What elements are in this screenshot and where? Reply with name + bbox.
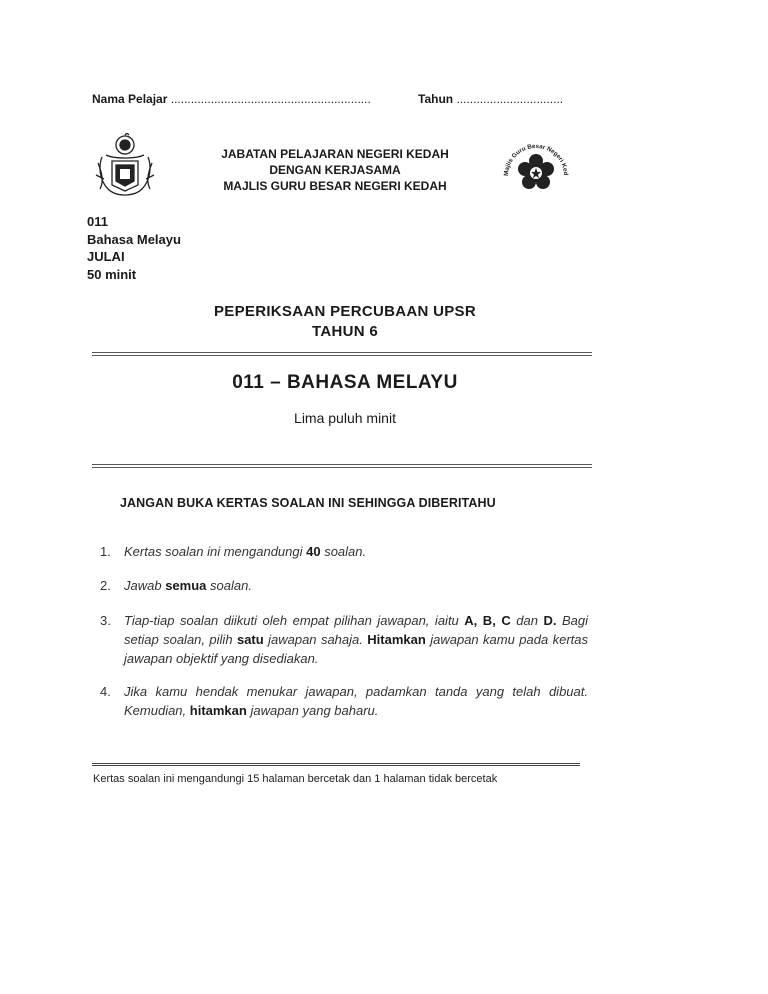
- paper-duration: Lima puluh minit: [294, 410, 396, 426]
- year-blank: ................................: [456, 92, 564, 106]
- exam-title: [190, 302, 500, 342]
- instruction-item: [100, 682, 588, 720]
- org-line-2: DENGAN KERJASAMA: [269, 163, 401, 177]
- instruction-text: Tiap-tiap soalan diikuti oleh empat pilihan jawapan, iaitu: [124, 613, 465, 628]
- exam-title-line-2: TAHUN 6: [312, 323, 378, 340]
- instruction-text: jawapan kamu pada kertas jawapan objektif yang disediakan.: [124, 632, 588, 666]
- subject-code: 011: [87, 214, 108, 229]
- instruction-text: jawapan sahaja.: [263, 632, 368, 647]
- exam-time: 50 minit: [87, 266, 137, 282]
- logo-ring-text: Majlis Guru Besar Negeri Ked: [502, 142, 570, 177]
- name-label: Nama Pelajar: [92, 92, 168, 106]
- instruction-text: Jika kamu hendak menukar jawapan, padamkan tanda yang telah dibuat. Kemudian,: [124, 684, 588, 718]
- instruction-number: 2.: [100, 578, 111, 593]
- exam-month: JULAI: [87, 249, 125, 264]
- double-rule-bottom: [92, 464, 592, 469]
- org-line-1: JABATAN PELAJARAN NEGERI KEDAH: [221, 147, 449, 161]
- instruction-text: dan: [510, 613, 544, 628]
- instruction-emphasis: D.: [543, 613, 557, 628]
- instruction-text: soalan.: [206, 578, 252, 593]
- instruction-number: 3.: [100, 613, 111, 628]
- instruction-text: Kertas soalan ini mengandungi: [124, 544, 307, 559]
- instruction-text: Bagi setiap soalan, pilih: [124, 613, 588, 647]
- paper-title: 011 – BAHASA MELAYU: [232, 372, 458, 393]
- jabatan-crest-icon: [94, 133, 156, 199]
- page-count-note: Kertas soalan ini mengandungi 15 halaman bercetak dan 1 halaman tidak bercetak: [93, 773, 498, 785]
- instruction-item: [100, 576, 588, 595]
- subject-meta-block: [87, 213, 181, 283]
- instruction-text: soalan.: [320, 544, 367, 559]
- instruction-emphasis: Hitamkan: [367, 632, 426, 647]
- instruction-item: [100, 611, 588, 668]
- instruction-emphasis: 40: [306, 544, 321, 559]
- instruction-number: 1.: [100, 544, 111, 559]
- instruction-emphasis: hitamkan: [189, 703, 247, 718]
- instruction-emphasis: A, B, C: [464, 613, 511, 628]
- instruction-emphasis: semua: [165, 578, 207, 593]
- year-label: Tahun: [418, 92, 454, 106]
- instruction-text: Jawab: [124, 578, 166, 593]
- instruction-item: [100, 542, 588, 561]
- name-blank: ............................................................: [170, 92, 371, 106]
- organization-block: [190, 146, 480, 194]
- subject-name: Bahasa Melayu: [87, 231, 181, 247]
- do-not-open-warning: JANGAN BUKA KERTAS SOALAN INI SEHINGGA DIBERITAHU: [120, 496, 496, 510]
- majlis-guru-besar-logo-icon: [496, 136, 576, 198]
- instruction-number: 4.: [100, 684, 111, 699]
- instruction-emphasis: satu: [236, 632, 264, 647]
- exam-title-line-1: PEPERIKSAAN PERCUBAAN UPSR: [213, 303, 476, 320]
- instruction-text: jawapan yang baharu.: [246, 703, 379, 718]
- double-rule-top: [92, 352, 592, 357]
- org-line-3: MAJLIS GURU BESAR NEGERI KEDAH: [223, 179, 447, 193]
- student-info-line: [92, 92, 592, 106]
- footer-rule: [92, 763, 580, 766]
